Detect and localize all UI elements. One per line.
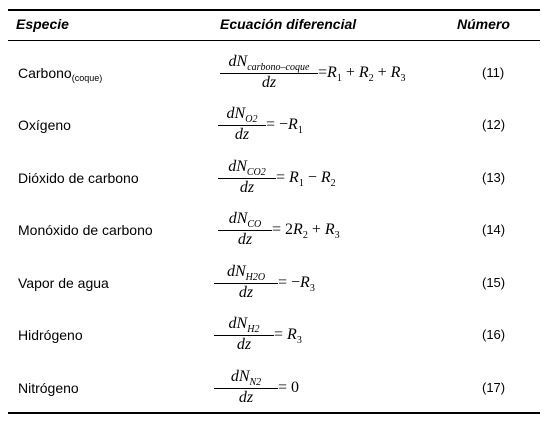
table-top-rule	[8, 9, 540, 11]
rate-index: 3	[309, 283, 315, 294]
differential-equation	[218, 105, 406, 145]
rate-symbol: R	[327, 64, 337, 81]
numerator-symbol: dN	[226, 105, 246, 122]
species-label: Hidrógeno	[18, 327, 83, 343]
species-label: Dióxido de carbono	[18, 170, 139, 186]
fraction	[214, 368, 278, 408]
operator: =	[274, 326, 288, 343]
species-name	[18, 65, 102, 83]
operator: = −	[278, 274, 301, 291]
species-name	[18, 170, 139, 186]
equation-right-side	[278, 274, 315, 298]
rate-symbol: R	[293, 221, 303, 238]
rate-index: 3	[296, 335, 302, 346]
rate-symbol: R	[390, 64, 401, 81]
numerator-symbol: dN	[228, 315, 248, 332]
fraction-denominator	[218, 126, 266, 144]
denominator-symbol: dz	[239, 179, 255, 196]
numerator-subscript: CO2	[246, 167, 266, 178]
equation-right-side	[318, 64, 405, 88]
denominator-symbol: dz	[236, 336, 252, 353]
rate-index: 1	[297, 125, 303, 136]
denominator-symbol: dz	[234, 126, 250, 143]
operator: −	[303, 169, 321, 186]
operator: +	[373, 64, 391, 81]
numerator-symbol: dN	[228, 53, 248, 70]
differential-equation	[218, 158, 416, 198]
denominator-symbol: dz	[238, 284, 254, 301]
differential-equation	[214, 368, 418, 408]
equation-right-side	[272, 221, 340, 245]
species-name	[18, 275, 109, 291]
column-header-number: Número	[457, 16, 510, 32]
table-bottom-rule	[8, 412, 540, 414]
column-header-species: Especie	[16, 16, 69, 32]
rate-index: 3	[334, 230, 340, 241]
differential-equation	[214, 263, 418, 303]
fraction-denominator	[214, 336, 274, 354]
equation-number: (15)	[482, 275, 506, 290]
operator: =	[318, 64, 328, 81]
equation-right-side	[274, 326, 302, 350]
differential-equation	[214, 315, 414, 355]
rate-index: 2	[368, 73, 374, 84]
denominator-symbol: dz	[261, 74, 277, 91]
differential-equation	[218, 210, 412, 250]
fraction-denominator	[220, 74, 318, 92]
equation-number: (14)	[482, 222, 506, 237]
column-header-equation: Ecuación diferencial	[220, 16, 357, 32]
numerator-symbol: dN	[228, 158, 247, 175]
rate-symbol: R	[320, 169, 331, 186]
operator: +	[307, 221, 325, 238]
operator: = 0	[278, 379, 300, 396]
numerator-subscript: O2	[245, 114, 258, 125]
rate-index: 1	[336, 73, 342, 84]
operator: = −	[266, 116, 289, 133]
species-name	[18, 222, 153, 238]
rate-index: 2	[302, 230, 308, 241]
rate-index: 1	[298, 178, 304, 189]
numerator-subscript: N2	[249, 377, 262, 388]
numerator-subscript: H2	[247, 324, 260, 335]
species-name	[18, 117, 71, 133]
rate-symbol: R	[289, 169, 299, 186]
fraction-denominator	[218, 179, 276, 197]
species-name	[18, 327, 83, 343]
equation-number: (13)	[482, 170, 506, 185]
rate-symbol: R	[300, 274, 310, 291]
species-label: Oxígeno	[18, 117, 71, 133]
denominator-symbol: dz	[238, 389, 254, 406]
fraction	[218, 210, 272, 250]
numerator-symbol: dN	[230, 368, 250, 385]
equation-right-side	[278, 379, 299, 397]
equation-number: (16)	[482, 327, 506, 342]
numerator-symbol: dN	[228, 210, 248, 227]
equation-number: (12)	[482, 117, 506, 132]
species-qualifier: (coque)	[71, 73, 103, 83]
numerator-subscript: carbono–coque	[247, 62, 310, 73]
fraction-denominator	[214, 284, 278, 302]
fraction	[218, 158, 276, 198]
rate-index: 3	[400, 73, 406, 84]
numerator-subscript: H2O	[245, 272, 266, 283]
rate-index: 2	[330, 178, 336, 189]
numerator-symbol: dN	[226, 263, 246, 280]
differential-equation	[220, 53, 458, 93]
operator: =	[276, 169, 290, 186]
equation-right-side	[266, 116, 303, 140]
fraction	[220, 53, 318, 93]
fraction	[214, 263, 278, 303]
fraction-denominator	[218, 231, 272, 249]
operator: = 2	[272, 221, 294, 238]
rate-symbol: R	[288, 116, 298, 133]
equation-right-side	[276, 169, 336, 193]
species-label: Carbono	[18, 65, 72, 81]
fraction	[214, 315, 274, 355]
denominator-symbol: dz	[237, 231, 253, 248]
species-label: Monóxido de carbono	[18, 222, 153, 238]
equation-number: (17)	[482, 380, 506, 395]
rate-symbol: R	[287, 326, 297, 343]
fraction-denominator	[214, 389, 278, 407]
species-label: Nitrógeno	[18, 380, 79, 396]
numerator-subscript: CO	[247, 219, 262, 230]
fraction	[218, 105, 266, 145]
operator: +	[341, 64, 359, 81]
header-rule	[8, 40, 540, 41]
species-label: Vapor de agua	[18, 275, 109, 291]
rate-symbol: R	[358, 64, 369, 81]
rate-symbol: R	[324, 221, 335, 238]
species-name	[18, 380, 79, 396]
equation-number: (11)	[482, 65, 505, 80]
